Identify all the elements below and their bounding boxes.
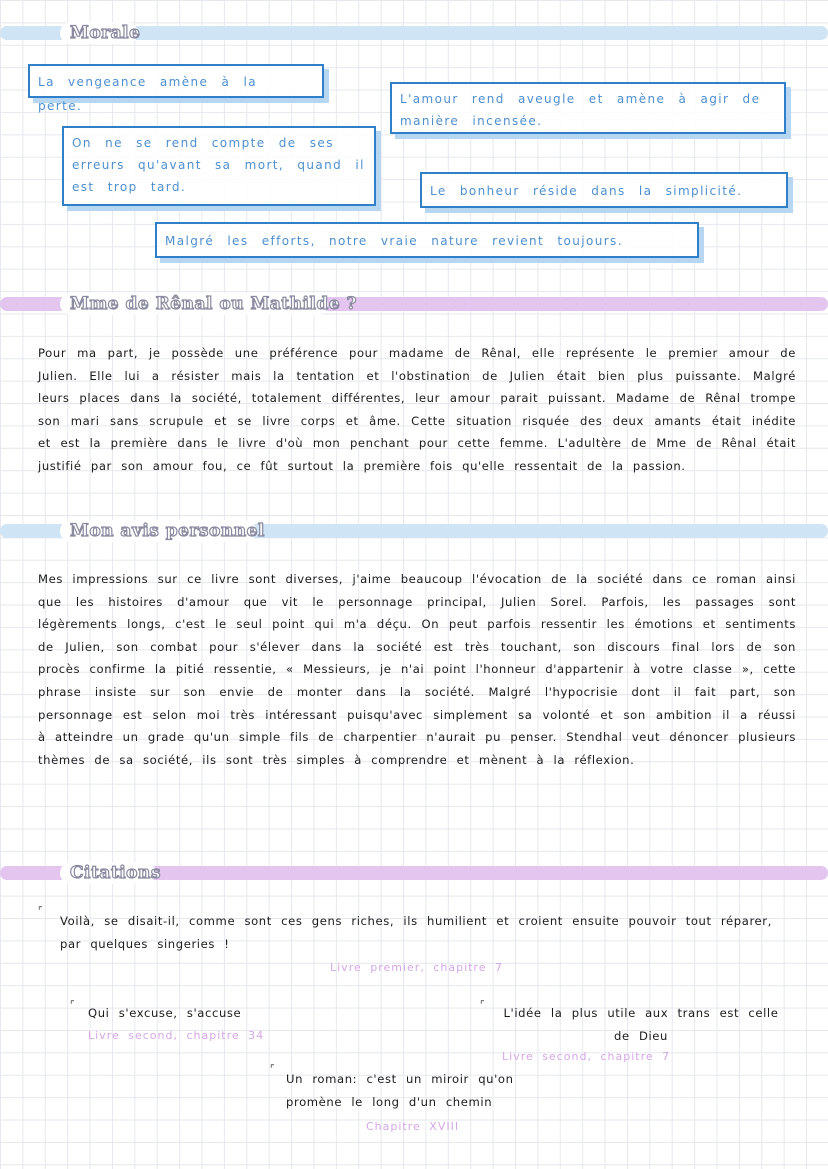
citation-1-text: Voilà, se disait-il, comme sont ces gens riches, ils humilient et croient ensuite pouvoir tout réparer, par quelques singeries ! — [60, 914, 772, 951]
quote-open-mark: ⌜ — [70, 1000, 75, 1011]
morale-box-amour: L'amour rend aveugle et amène à agir de manière incensée. — [390, 82, 786, 134]
quote-open-mark: ⌜ — [480, 1000, 485, 1011]
citation-3-text: L'idée la plus utile aux trans est celle de Dieu — [503, 1006, 779, 1043]
section-title-mme: Mme de Rênal ou Mathilde ? — [70, 294, 358, 314]
mme-paragraph: Pour ma part, je possède une préférence pour madame de Rênal, elle représente le premier amour de Julien. Elle lui a résister mais la tentation et l'obstination de Julien était bien plus puissante. Malgré leurs places dans la société, totalement différentes, leur amour parait puissant. Madame de Rênal trompe son mari sans scrupule et se livre corps et âme. Cette situation risquée des deux amants était inédite et est la première dans le livre d'où mon penchant pour cette femme. L'adultère de Mme de Rênal était justifié par son amour fou, ce fût surtout la première fois qu'elle ressentait de la passion. — [38, 346, 796, 473]
avis-paragraph: Mes impressions sur ce livre sont diverses, j'aime beaucoup l'évocation de la société dans ce roman ainsi que les histoires d'amour que vit le personnage principal, Julien Sorel. Parfois, les passages sont légèrements longs, c'est le seul point qui m'a déçu. On peut parfois ressentir les émotions et sentiments de Julien, son combat pour s'élever dans la société est très touchant, son discours final lors de son procès confirme la pitié ressentie, « Messieurs, je n'ai point l'honneur d'appartenir à votre classe », cette phrase insiste sur son envie de monter dans la société. Malgré l'hypocrisie dont il fait part, son personnage est selon moi très intéressant puisqu'avec simplement sa volonté et son ambition il a réussi à atteindre un grade qu'un simple fils de charpentier n'aurait pu penser. Stendhal veut dénoncer plusieurs thèmes de sa société, ils sont très simples à comprendre et mènent à la réflexion. — [38, 572, 796, 767]
morale-box-bonheur: Le bonheur réside dans la simplicité. — [420, 172, 788, 208]
citation-2-text: Qui s'excuse, s'accuse — [88, 1006, 242, 1020]
quote-open-mark: ⌜ — [38, 906, 43, 917]
citation-4-text: Un roman: c'est un miroir qu'on promène le long d'un chemin — [286, 1072, 514, 1109]
citation-2-ref: Livre second, chapitre 34 — [88, 1029, 265, 1042]
morale-box-nature: Malgré les efforts, notre vraie nature revient toujours. — [155, 222, 699, 258]
section-title-morale: Morale — [70, 23, 141, 43]
section-title-citations: Citations — [70, 863, 161, 883]
citation-1-ref: Livre premier, chapitre 7 — [330, 961, 503, 974]
citation-4-ref: Chapitre XVIII — [366, 1120, 460, 1133]
morale-box-vengeance: La vengeance amène à la perte. — [28, 64, 324, 98]
morale-box-erreurs: On ne se rend compte de ses erreurs qu'avant sa mort, quand il est trop tard. — [62, 126, 376, 206]
quote-open-mark: ⌜ — [270, 1064, 275, 1075]
section-title-avis: Mon avis personnel — [70, 521, 265, 541]
citation-3-ref: Livre second, chapitre 7 — [502, 1050, 671, 1063]
